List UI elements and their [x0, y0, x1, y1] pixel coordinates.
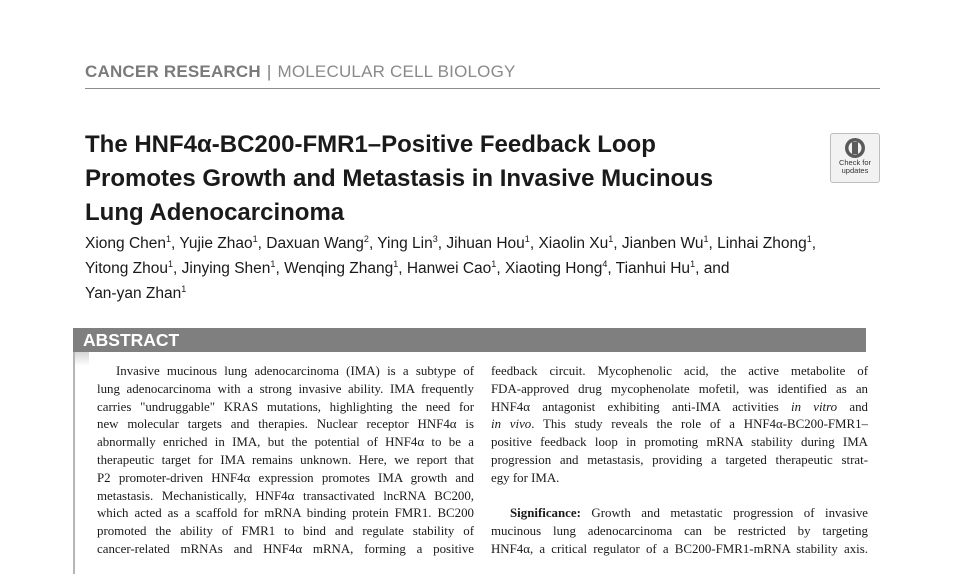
author-name: Linhai Zhong: [717, 235, 807, 253]
abstract-line: egy for IMA.: [491, 470, 560, 485]
abstract-line: positive feedback loop in promoting mRNA stability during IMA: [491, 435, 868, 450]
affiliation-mark: 1: [806, 234, 812, 244]
affiliation-mark: 1: [608, 234, 614, 244]
badge-label: updates: [841, 166, 869, 175]
affiliation-mark: 1: [393, 259, 399, 270]
abstract-line: FDA-approved drug mycophenolate mofetil, was identified as an: [491, 381, 868, 396]
author-name: Yujie Zhao: [179, 235, 253, 253]
author-name: Jinying Shen: [181, 260, 271, 278]
author-line: [85, 254, 825, 279]
abstract-line: lung adenocarcinoma with a strong invasive ability. IMA frequently: [97, 381, 474, 396]
author-name: Xiaolin Xu: [538, 235, 609, 253]
abstract-column-right: [491, 363, 868, 559]
crossmark-icon: [844, 137, 866, 159]
abstract-line: cancer-related mRNAs and HNF4α mRNA, forming a positive: [97, 541, 474, 556]
italic-term: in vitro: [790, 399, 838, 414]
title-line: Lung Adenocarcinoma: [85, 199, 345, 226]
significance-line: mucinous lung adenocarcinoma can be restricted by targeting: [491, 524, 868, 539]
italic-term: in vivo: [491, 417, 532, 432]
author-name: Yitong Zhou: [85, 260, 169, 278]
author-separator: ,: [398, 260, 407, 278]
author-name: Hanwei Cao: [406, 260, 492, 278]
affiliation-mark: 1: [181, 284, 187, 295]
title-line: The HNF4α-BC200-FMR1–Positive Feedback Loop: [85, 131, 656, 158]
author-separator: ,: [811, 235, 817, 253]
author-separator: ,: [708, 235, 718, 253]
author-name: Daxuan Wang: [266, 235, 364, 253]
author-separator: ,: [496, 260, 505, 278]
author-line: [85, 229, 825, 254]
abstract-line: in vivo. This study reveals the role of a HNF4α-BC200-FMR1–: [491, 417, 868, 432]
abstract-line: progression and metastasis, providing a targeted therapeutic strat-: [491, 452, 868, 467]
abstract-line: therapeutic target for IMA remains unknown. Here, we report that: [97, 452, 474, 467]
significance-line: HNF4α, a critical regulator of a BC200-FMR1-mRNA stability axis.: [491, 541, 868, 556]
abstract-line: carries "undruggable" KRAS mutations, highlighting the need for: [97, 399, 474, 414]
author-name: Yan-yan Zhan: [85, 285, 182, 303]
abstract-shade: [75, 352, 89, 366]
abstract-line: new molecular targets and therapies. Nuclear receptor HNF4α is: [97, 417, 474, 432]
author-separator: ,: [368, 235, 378, 253]
author-separator: ,: [275, 260, 285, 278]
author-separator: ,: [173, 260, 182, 278]
author-separator: ,: [529, 235, 539, 253]
author-name: Jianben Wu: [621, 235, 704, 253]
author-separator: ,: [607, 260, 616, 278]
author-separator: ,: [257, 235, 267, 253]
author-name: Wenqing Zhang: [284, 260, 394, 278]
affiliation-mark: 1: [270, 259, 276, 270]
header-separator: |: [266, 62, 272, 81]
significance-text: Growth and metastatic progression of invasive: [591, 506, 868, 521]
author-separator: ,: [171, 235, 180, 253]
affiliation-mark: 1: [524, 234, 530, 244]
journal-name: CANCER RESEARCH: [85, 62, 261, 81]
affiliation-mark: 4: [602, 259, 608, 270]
author-name: Xiong Chen: [85, 235, 167, 253]
affiliation-mark: 2: [363, 234, 369, 244]
affiliation-mark: 3: [432, 234, 438, 244]
journal-header: [85, 62, 880, 89]
author-separator: , and: [695, 260, 730, 278]
affiliation-mark: 1: [491, 259, 497, 270]
author-name: Tianhui Hu: [615, 260, 691, 278]
article-title: [85, 128, 785, 230]
author-name: Ying Lin: [377, 235, 433, 253]
affiliation-mark: 1: [166, 234, 172, 244]
abstract-line: P2 promoter-driven HNF4α expression promotes IMA growth and: [97, 470, 474, 485]
abstract-heading: ABSTRACT: [73, 328, 866, 352]
check-for-updates-button[interactable]: [830, 133, 880, 183]
abstract-line: abnormally enriched in IMA, but the potential of HNF4α to be a: [97, 435, 474, 450]
abstract-line: HNF4α antagonist exhibiting anti-IMA activities in vitro and: [491, 399, 868, 414]
affiliation-mark: 1: [168, 259, 174, 270]
affiliation-mark: 1: [252, 234, 258, 244]
affiliation-mark: 1: [703, 234, 709, 244]
abstract-line: which acted as a scaffold for mRNA binding protein FMR1. BC200: [97, 506, 474, 521]
paragraph-gap: [491, 488, 868, 506]
affiliation-mark: 1: [690, 259, 696, 270]
abstract-line: feedback circuit. Mycophenolic acid, the active metabolite of: [491, 364, 868, 378]
abstract-rule: [73, 352, 75, 574]
abstract-line: Invasive mucinous lung adenocarcinoma (IMA) is a subtype of: [116, 364, 474, 378]
badge-label: Check for: [838, 158, 872, 167]
author-list: [85, 229, 825, 304]
title-line: Promotes Growth and Metastasis in Invasive Mucinous: [85, 165, 714, 192]
author-separator: ,: [437, 235, 447, 253]
author-line: [85, 279, 825, 304]
significance-line: [491, 505, 868, 523]
author-name: Xiaoting Hong: [504, 260, 603, 278]
journal-section: MOLECULAR CELL BIOLOGY: [277, 62, 516, 81]
abstract-line: promoted the ability of FMR1 to bind and regulate stability of: [97, 524, 474, 539]
abstract-line: metastasis. Mechanistically, HNF4α transactivated lncRNA BC200,: [97, 488, 474, 503]
author-separator: ,: [613, 235, 622, 253]
abstract-column-left: [97, 363, 474, 559]
significance-label: Significance:: [510, 506, 581, 521]
author-name: Jihuan Hou: [446, 235, 525, 253]
